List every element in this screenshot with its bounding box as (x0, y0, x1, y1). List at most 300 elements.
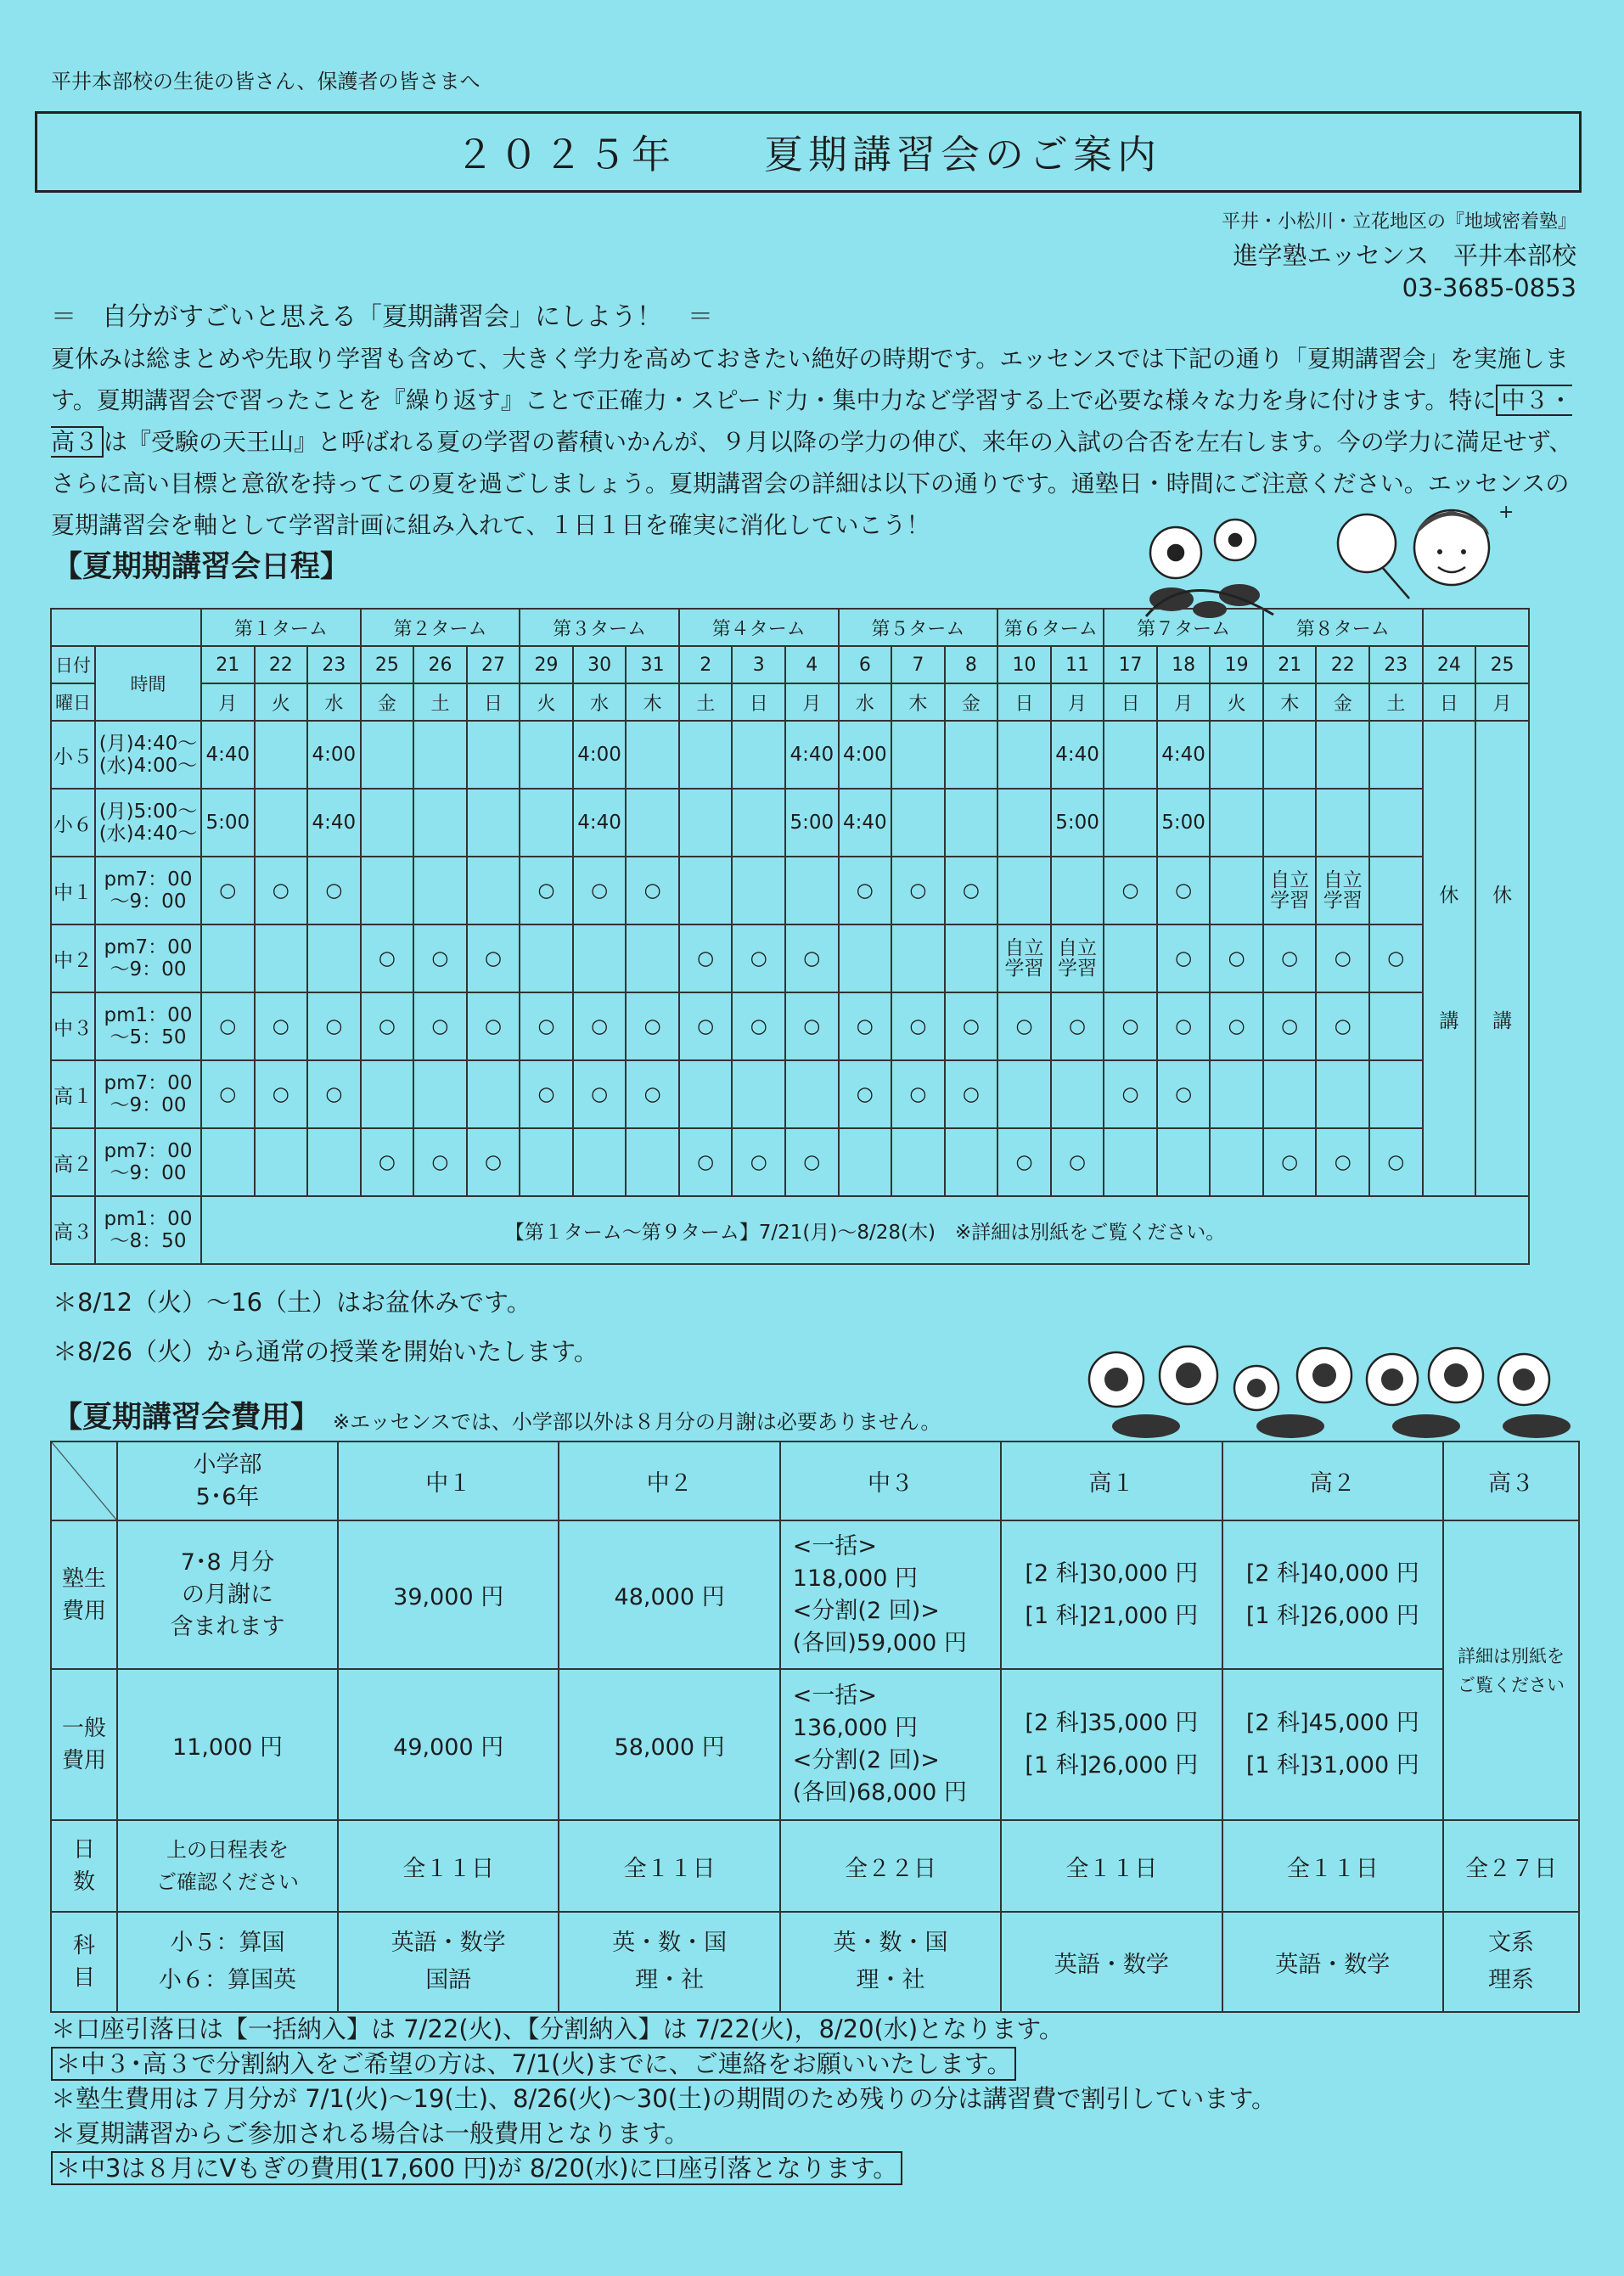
schedule-cell (1263, 721, 1317, 789)
schedule-cell: ○ (1210, 924, 1263, 992)
grade-label: 中２ (51, 924, 95, 992)
schedule-cell: ○ (1369, 924, 1423, 992)
schedule-cell: ○ (1157, 992, 1211, 1060)
schedule-cell: ○ (307, 1060, 361, 1128)
fee-cell: [2 科]30,000 円 [1 科]21,000 円 (1001, 1520, 1222, 1669)
footnote: ＊塾生費用は７月分が 7/1(火)～19(土)、8/26(火)～30(土)の期間のため残りの分は講習費で割引しています。 (51, 2084, 1277, 2113)
schedule-cell (520, 789, 573, 857)
fee-cell: [2 科]45,000 円 [1 科]31,000 円 (1222, 1669, 1443, 1820)
date-cell: 3 (732, 646, 785, 683)
label-date: 日付 (51, 646, 95, 683)
schedule-cell: ○ (732, 924, 785, 992)
day-cell: 金 (945, 683, 998, 721)
schedule-cell: 自立 学習 (997, 924, 1051, 992)
date-cell: 27 (467, 646, 520, 683)
schedule-cell (785, 857, 839, 924)
schedule-cell: ○ (467, 1128, 520, 1196)
schedule-cell (255, 1128, 308, 1196)
schedule-cell: 5:00 (1157, 789, 1211, 857)
note-obon: ＊8/12（火）～16（土）はお盆休みです。 (53, 1288, 531, 1317)
class-time: pm7：00 ～9：00 (95, 1060, 201, 1128)
schedule-cell (1316, 789, 1369, 857)
schedule-cell: ○ (945, 992, 998, 1060)
day-cell: 金 (361, 683, 414, 721)
footnote-boxed: ＊中3は８月にVもぎの費用(17,600 円)が 8/20(水)に口座引落となります。 (51, 2151, 902, 2185)
date-cell: 18 (1157, 646, 1211, 683)
schedule-cell (1104, 721, 1157, 789)
date-cell: 21 (1263, 646, 1317, 683)
date-cell: 11 (1051, 646, 1104, 683)
schedule-cell: 5:00 (201, 789, 255, 857)
class-time: pm7：00 ～9：00 (95, 924, 201, 992)
schedule-cell (361, 789, 414, 857)
day-cell: 日 (1104, 683, 1157, 721)
day-cell: 土 (1369, 683, 1423, 721)
schedule-cell (732, 789, 785, 857)
fee-cell: 11,000 円 (117, 1669, 338, 1820)
fee-cell: 7･8 月分 の月謝に 含まれます (117, 1520, 338, 1669)
schedule-cell (891, 1128, 945, 1196)
schedule-cell (255, 924, 308, 992)
schedule-cell: ○ (520, 857, 573, 924)
schedule-cell (945, 721, 998, 789)
schedule-cell: ○ (1157, 857, 1211, 924)
term-header: 第６ターム (997, 609, 1104, 646)
schedule-cell (201, 924, 255, 992)
schedule-cell (679, 721, 733, 789)
fees-table (50, 1441, 1580, 2013)
schedule-cell: ○ (891, 1060, 945, 1128)
schedule-cell (467, 1060, 520, 1128)
schedule-cell (255, 789, 308, 857)
date-cell: 26 (413, 646, 467, 683)
subject-cell: 文系 理系 (1443, 1912, 1579, 2012)
date-cell: 25 (361, 646, 414, 683)
school-info (1222, 207, 1576, 302)
note-regular-class: ＊8/26（火）から通常の授業を開始いたします。 (53, 1337, 598, 1366)
footnote-boxed: ＊中３･高３で分割納入をご希望の方は、7/1(火)までに、ご連絡をお願いいたします。 (51, 2047, 1016, 2081)
day-cell: 水 (573, 683, 627, 721)
svg-text:+: + (1498, 502, 1514, 523)
schedule-cell (839, 1128, 892, 1196)
fee-cell: 39,000 円 (338, 1520, 559, 1669)
schedule-cell: ○ (1316, 924, 1369, 992)
morning-glory-illustration (1138, 514, 1282, 621)
schedule-cell: ○ (1316, 992, 1369, 1060)
schedule-cell (467, 721, 520, 789)
schedule-cell (1210, 789, 1263, 857)
subject-cell: 英語・数学 (1222, 1912, 1443, 2012)
date-cell: 22 (255, 646, 308, 683)
schedule-cell: ○ (1369, 1128, 1423, 1196)
class-time: pm7：00 ～9：00 (95, 1128, 201, 1196)
class-time: (月)5:00～ (水)4:40～ (95, 789, 201, 857)
schedule-cell (413, 857, 467, 924)
rest-day-cell: 休 講 (1423, 721, 1476, 1196)
schedule-cell: ○ (413, 1128, 467, 1196)
class-time: pm1：00 ～5：50 (95, 992, 201, 1060)
date-cell: 22 (1316, 646, 1369, 683)
schedule-cell (361, 1060, 414, 1128)
grade-label: 小６ (51, 789, 95, 857)
schedule-cell (1051, 857, 1104, 924)
schedule-cell: ○ (1263, 924, 1317, 992)
schedule-cell (1369, 789, 1423, 857)
schedule-cell (520, 721, 573, 789)
schedule-cell: 4:40 (307, 789, 361, 857)
day-cell: 木 (1263, 683, 1317, 721)
label-day: 曜日 (51, 683, 95, 721)
schedule-cell: ○ (361, 992, 414, 1060)
subject-cell: 小５：算国 小６：算国英 (117, 1912, 338, 2012)
date-cell: 8 (945, 646, 998, 683)
schedule-cell (1104, 924, 1157, 992)
schedule-cell (997, 789, 1051, 857)
schedule-cell (1316, 721, 1369, 789)
day-cell: 日 (467, 683, 520, 721)
schedule-cell (945, 1128, 998, 1196)
schedule-cell (785, 1060, 839, 1128)
page-title: ２０２５年 夏期講習会のご案内 (35, 111, 1582, 193)
schedule-cell (1210, 857, 1263, 924)
schedule-cell: ○ (1051, 1128, 1104, 1196)
schedule-cell: ○ (626, 857, 679, 924)
fees-heading: 【夏期講習会費用】 (53, 1401, 321, 1435)
schedule-cell: 5:00 (1051, 789, 1104, 857)
schedule-cell: 4:40 (201, 721, 255, 789)
term-header: 第７ターム (1104, 609, 1263, 646)
class-time: pm1：00 ～8：50 (95, 1196, 201, 1264)
schedule-cell (201, 1128, 255, 1196)
date-cell: 24 (1423, 646, 1476, 683)
days-cell: 全１１日 (338, 1820, 559, 1912)
schedule-cell (1369, 1060, 1423, 1128)
days-cell: 全１１日 (1001, 1820, 1222, 1912)
schedule-cell: ○ (413, 924, 467, 992)
schedule-cell (361, 721, 414, 789)
grade-label: 中１ (51, 857, 95, 924)
day-cell: 水 (307, 683, 361, 721)
schedule-cell: ○ (997, 1128, 1051, 1196)
col-header: 高３ (1443, 1441, 1579, 1520)
day-cell: 月 (1051, 683, 1104, 721)
header-blank (1423, 609, 1529, 646)
schedule-cell (1104, 1128, 1157, 1196)
date-cell: 4 (785, 646, 839, 683)
schedule-cell: ○ (467, 924, 520, 992)
schedule-cell (1157, 1128, 1211, 1196)
days-cell: 全１１日 (559, 1820, 779, 1912)
date-cell: 21 (201, 646, 255, 683)
date-cell: 25 (1475, 646, 1529, 683)
fee-cell: [2 科]35,000 円 [1 科]26,000 円 (1001, 1669, 1222, 1820)
schedule-cell: ○ (413, 992, 467, 1060)
schedule-cell (839, 924, 892, 992)
date-cell: 6 (839, 646, 892, 683)
k3-schedule-note: 【第１ターム～第９ターム】7/21(月)～8/28(木) ※詳細は別紙をご覧ください。 (201, 1196, 1529, 1264)
schedule-cell: ○ (732, 1128, 785, 1196)
schedule-cell: ○ (839, 857, 892, 924)
day-cell: 火 (255, 683, 308, 721)
schedule-cell (626, 789, 679, 857)
schedule-cell (626, 1128, 679, 1196)
day-cell: 火 (1210, 683, 1263, 721)
phone-number: 03-3685-0853 (1402, 273, 1576, 302)
intro-highlight: 中３・高３ (51, 386, 1573, 456)
schedule-cell: 5:00 (785, 789, 839, 857)
schedule-heading: 【夏期期講習会日程】 (53, 550, 351, 584)
schedule-cell (1104, 789, 1157, 857)
day-cell: 金 (1316, 683, 1369, 721)
days-cell: 全１１日 (1222, 1820, 1443, 1912)
schedule-cell: ○ (1157, 1060, 1211, 1128)
schedule-cell (413, 789, 467, 857)
schedule-cell: ○ (1210, 992, 1263, 1060)
schedule-cell (467, 789, 520, 857)
col-header: 小学部 5･6年 (117, 1441, 338, 1520)
schedule-cell: ○ (732, 992, 785, 1060)
schedule-cell (732, 1060, 785, 1128)
schedule-cell: ○ (1263, 1128, 1317, 1196)
schedule-cell (732, 721, 785, 789)
footnotes (51, 2012, 1276, 2186)
schedule-cell (732, 857, 785, 924)
schedule-cell: ○ (520, 1060, 573, 1128)
schedule-cell: 4:40 (573, 789, 627, 857)
day-cell: 月 (201, 683, 255, 721)
schedule-cell (679, 789, 733, 857)
schedule-cell: ○ (679, 924, 733, 992)
intro-part2: は『受験の天王山』と呼ばれる夏の学習の蓄積いかんが、９月以降の学力の伸び、来年の入試の合否を左右します。今の学力に満足せず、さらに高い目標と意欲を持ってこの夏を過ごしましょう。夏期講習会の詳細は以下の通りです。通塾日・時間にご注意ください。エッセンスの夏期講習会を軸として学習計画に組み入れて、１日１日を確実に消化していこう！ (51, 428, 1573, 539)
col-header: 高１ (1001, 1441, 1222, 1520)
day-cell: 土 (679, 683, 733, 721)
schedule-cell (891, 789, 945, 857)
grade-label: 小５ (51, 721, 95, 789)
schedule-cell (1051, 1060, 1104, 1128)
schedule-cell (520, 1128, 573, 1196)
slogan: ＝ 自分がすごいと思える「夏期講習会」にしよう！ ＝ (51, 302, 713, 332)
schedule-cell (467, 857, 520, 924)
fee-cell: 49,000 円 (338, 1669, 559, 1820)
schedule-cell (1210, 1060, 1263, 1128)
col-header: 高２ (1222, 1441, 1443, 1520)
schedule-cell (413, 721, 467, 789)
schedule-cell (891, 924, 945, 992)
schedule-cell (361, 857, 414, 924)
schedule-cell (945, 789, 998, 857)
schedule-cell (997, 857, 1051, 924)
schedule-cell: ○ (626, 1060, 679, 1128)
schedule-cell: ○ (520, 992, 573, 1060)
schedule-cell: ○ (307, 992, 361, 1060)
term-header: 第５ターム (839, 609, 998, 646)
row-header-member: 塾生 費用 (51, 1520, 117, 1669)
schedule-cell: 4:40 (785, 721, 839, 789)
schedule-cell (626, 721, 679, 789)
date-cell: 31 (626, 646, 679, 683)
schedule-cell (1210, 1128, 1263, 1196)
fee-cell: <一括> 136,000 円 <分割(2 回)> (各回)68,000 円 (780, 1669, 1001, 1820)
schedule-cell: 4:00 (307, 721, 361, 789)
term-header: 第４ターム (679, 609, 839, 646)
day-cell: 水 (839, 683, 892, 721)
schedule-cell (413, 1060, 467, 1128)
fee-cell: 48,000 円 (559, 1520, 779, 1669)
schedule-cell: ○ (1104, 857, 1157, 924)
schedule-cell: ○ (626, 992, 679, 1060)
sunflowers-illustration (1078, 1341, 1579, 1443)
schedule-cell: 4:00 (573, 721, 627, 789)
day-cell: 日 (997, 683, 1051, 721)
schedule-cell: ○ (361, 1128, 414, 1196)
col-header: 中３ (780, 1441, 1001, 1520)
schedule-cell: ○ (785, 1128, 839, 1196)
schedule-cell: ○ (201, 1060, 255, 1128)
schedule-cell: ○ (679, 992, 733, 1060)
schedule-cell: ○ (1263, 992, 1317, 1060)
schedule-cell (1369, 721, 1423, 789)
subject-cell: 英・数・国 理・社 (559, 1912, 779, 2012)
tagline: 平井・小松川・立花地区の『地域密着塾』 (1221, 211, 1576, 233)
subject-cell: 英・数・国 理・社 (780, 1912, 1001, 2012)
day-cell: 火 (520, 683, 573, 721)
schedule-cell (1369, 857, 1423, 924)
schedule-cell: 4:40 (1157, 721, 1211, 789)
day-cell: 日 (1423, 683, 1476, 721)
term-header: 第２ターム (361, 609, 520, 646)
schedule-cell (520, 924, 573, 992)
schedule-cell (1369, 992, 1423, 1060)
day-cell: 木 (891, 683, 945, 721)
days-cell: 上の日程表を ご確認ください (117, 1820, 338, 1912)
date-cell: 2 (679, 646, 733, 683)
schedule-cell: 4:00 (839, 721, 892, 789)
school-name: 進学塾エッセンス 平井本部校 (1233, 241, 1576, 270)
schedule-cell: ○ (255, 1060, 308, 1128)
schedule-cell: 自立 学習 (1263, 857, 1317, 924)
schedule-cell (573, 924, 627, 992)
schedule-cell: ○ (1051, 992, 1104, 1060)
schedule-cell: ○ (839, 992, 892, 1060)
schedule-cell (997, 1060, 1051, 1128)
grade-label: 高３ (51, 1196, 95, 1264)
fee-cell: <一括> 118,000 円 <分割(2 回)> (各回)59,000 円 (780, 1520, 1001, 1669)
schedule-cell (1316, 1060, 1369, 1128)
schedule-cell (1263, 1060, 1317, 1128)
schedule-cell: ○ (679, 1128, 733, 1196)
schedule-cell: 自立 学習 (1051, 924, 1104, 992)
days-cell: 全２７日 (1443, 1820, 1579, 1912)
grade-label: 高１ (51, 1060, 95, 1128)
term-header: 第３ターム (520, 609, 679, 646)
header-blank (51, 609, 201, 646)
schedule-cell (679, 1060, 733, 1128)
schedule-cell: ○ (785, 924, 839, 992)
schedule-cell: ○ (467, 992, 520, 1060)
grade-label: 中３ (51, 992, 95, 1060)
fees-note: ※エッセンスでは、小学部以外は８月分の月謝は必要ありません。 (333, 1410, 941, 1434)
schedule-cell (679, 857, 733, 924)
schedule-cell (307, 924, 361, 992)
schedule-cell: ○ (201, 857, 255, 924)
footnote: ＊夏期講習からご参加される場合は一般費用となります。 (51, 2119, 689, 2148)
fee-cell: [2 科]40,000 円 [1 科]26,000 円 (1222, 1520, 1443, 1669)
schedule-cell: ○ (573, 857, 627, 924)
schedule-cell: ○ (945, 1060, 998, 1128)
rest-day-cell: 休 講 (1475, 721, 1529, 1196)
date-cell: 19 (1210, 646, 1263, 683)
date-cell: 30 (573, 646, 627, 683)
schedule-cell (307, 1128, 361, 1196)
term-header: 第８ターム (1263, 609, 1423, 646)
grade-label: 高２ (51, 1128, 95, 1196)
day-cell: 月 (1157, 683, 1211, 721)
schedule-cell (945, 924, 998, 992)
schedule-cell: ○ (573, 1060, 627, 1128)
day-cell: 木 (626, 683, 679, 721)
day-cell: 日 (732, 683, 785, 721)
schedule-table (50, 608, 1530, 1265)
schedule-cell (1263, 789, 1317, 857)
date-cell: 17 (1104, 646, 1157, 683)
schedule-cell: ○ (785, 992, 839, 1060)
schedule-cell: ○ (839, 1060, 892, 1128)
row-header-days: 日 数 (51, 1820, 117, 1912)
schedule-cell: ○ (255, 857, 308, 924)
days-cell: 全２２日 (780, 1820, 1001, 1912)
schedule-cell: ○ (307, 857, 361, 924)
col-header: 中１ (338, 1441, 559, 1520)
k3-fee-note: 詳細は別紙を ご覧ください (1443, 1520, 1579, 1820)
schedule-cell (626, 924, 679, 992)
schedule-cell (1210, 721, 1263, 789)
schedule-cell: 自立 学習 (1316, 857, 1369, 924)
col-header: 中２ (559, 1441, 779, 1520)
day-cell: 土 (413, 683, 467, 721)
girl-with-fan-illustration (1324, 492, 1520, 611)
subject-cell: 英語・数学 (1001, 1912, 1222, 2012)
schedule-cell: ○ (361, 924, 414, 992)
schedule-cell: ○ (1316, 1128, 1369, 1196)
schedule-cell: 4:40 (839, 789, 892, 857)
class-time: pm7：00 ～9：00 (95, 857, 201, 924)
term-header: 第１ターム (201, 609, 361, 646)
schedule-cell: ○ (891, 992, 945, 1060)
schedule-cell: ○ (573, 992, 627, 1060)
day-cell: 月 (785, 683, 839, 721)
day-cell: 月 (1475, 683, 1529, 721)
schedule-cell (255, 721, 308, 789)
schedule-cell: ○ (1104, 1060, 1157, 1128)
fee-cell: 58,000 円 (559, 1669, 779, 1820)
row-header-general: 一般 費用 (51, 1669, 117, 1820)
class-time: (月)4:40～ (水)4:00～ (95, 721, 201, 789)
date-cell: 23 (1369, 646, 1423, 683)
schedule-cell (997, 721, 1051, 789)
schedule-cell: ○ (997, 992, 1051, 1060)
date-cell: 23 (307, 646, 361, 683)
schedule-cell (573, 1128, 627, 1196)
greeting: 平井本部校の生徒の皆さん、保護者の皆さまへ (51, 70, 480, 93)
date-cell: 7 (891, 646, 945, 683)
footnote: ＊口座引落日は【一括納入】は 7/22(火)、【分割納入】は 7/22(火)，8/20(水)となります。 (51, 2015, 1064, 2043)
schedule-cell: ○ (1104, 992, 1157, 1060)
intro-part1: 夏休みは総まとめや先取り学習も含めて、大きく学力を高めておきたい絶好の時期です。エッセンスでは下記の通り「夏期講習会」を実施します。夏期講習会で習ったことを『繰り返す』ことで正確力・スピード力・集中力など学習する上で必要な様々な力を身に付けます。特に (51, 345, 1569, 414)
row-header-subjects: 科 目 (51, 1912, 117, 2012)
schedule-cell: ○ (1157, 924, 1211, 992)
schedule-cell: 4:40 (1051, 721, 1104, 789)
schedule-cell: ○ (945, 857, 998, 924)
